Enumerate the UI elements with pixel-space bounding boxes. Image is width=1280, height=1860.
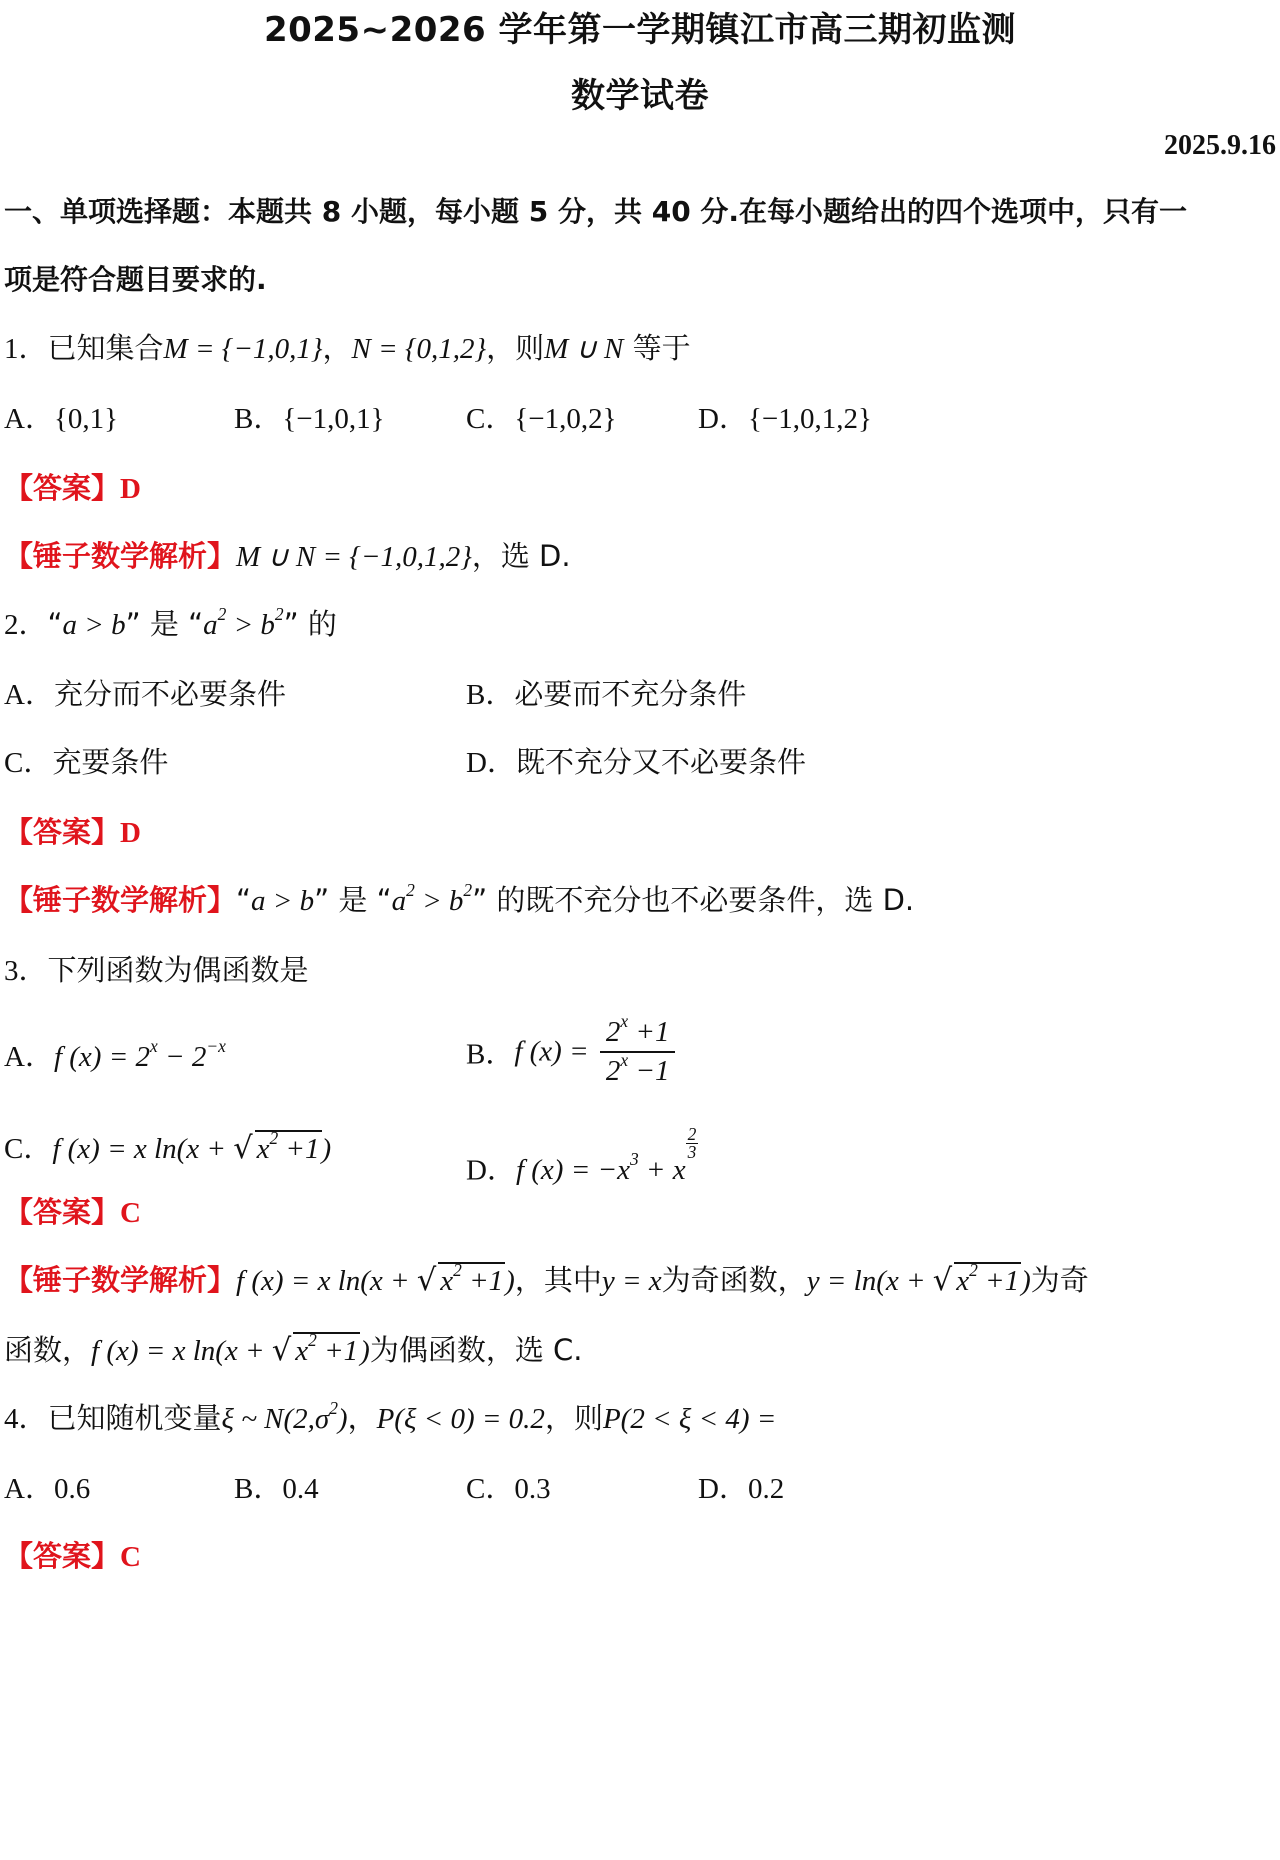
- option-text: {−1,0,2}: [514, 403, 617, 435]
- term: +1: [316, 1335, 359, 1367]
- option-a: [4, 672, 286, 713]
- minus-term: − 2: [157, 1041, 207, 1073]
- fx: f (x) =: [236, 1265, 318, 1297]
- analysis-text: ，选 D.: [471, 539, 571, 573]
- option-math: [53, 1036, 226, 1073]
- question-number: 2．: [4, 609, 48, 641]
- math-set-n: N = {0,1,2}: [351, 333, 487, 365]
- math-union: M ∪ N: [544, 333, 624, 365]
- option-label: B．: [234, 1473, 283, 1505]
- answer-tag: 【答案】: [4, 815, 121, 849]
- paren: ): [360, 1335, 370, 1367]
- analysis-3-line2: [4, 1328, 583, 1369]
- punct: ，: [322, 331, 352, 365]
- analysis-text: 为奇: [1030, 1263, 1089, 1297]
- paren: ): [337, 1403, 348, 1435]
- option-text: 充要条件: [52, 745, 169, 779]
- answer-tag: 【答案】: [4, 1539, 121, 1573]
- option-text: 充分而不必要条件: [53, 677, 286, 711]
- option-text: 0.6: [53, 1473, 91, 1505]
- option-label: D．: [698, 403, 748, 435]
- analysis-math: M ∪ N = {−1,0,1,2}: [236, 541, 472, 573]
- ln-expr: x ln(x +: [317, 1265, 417, 1297]
- var-x: x: [440, 1265, 454, 1297]
- fraction: [600, 1011, 676, 1088]
- option-a: [4, 1034, 226, 1075]
- option-text: {0,1}: [53, 403, 119, 435]
- sqrt-icon: √: [416, 1263, 437, 1298]
- option-label: C．: [4, 747, 53, 779]
- exponent: x: [620, 1011, 629, 1032]
- analysis-1: [4, 534, 571, 575]
- exponent: 2: [308, 1330, 317, 1351]
- option-math: [515, 1124, 698, 1187]
- term: −x: [597, 1154, 630, 1187]
- option-b: [466, 672, 746, 713]
- question-stem: 已知随机变量: [47, 1401, 222, 1435]
- sqrt-icon: √: [271, 1333, 292, 1368]
- option-label: A．: [4, 1473, 54, 1505]
- option-c: [4, 740, 168, 781]
- option-text: {−1,0,1,2}: [747, 403, 872, 435]
- denominator: [600, 1050, 676, 1088]
- paren: ): [505, 1265, 515, 1297]
- var-b: b: [448, 885, 464, 917]
- dist-expr: ξ ~ N(2,σ: [221, 1403, 330, 1435]
- analysis-text: ，其中: [514, 1263, 602, 1297]
- question-stem: 下列函数为偶函数是: [47, 953, 309, 987]
- option-text: 必要而不充分条件: [514, 677, 747, 711]
- math-set-m: M = {−1,0,1}: [163, 333, 323, 365]
- option-label: A．: [4, 403, 54, 435]
- numerator: [600, 1011, 676, 1053]
- analysis-text: 是: [329, 883, 377, 917]
- var-x: x: [956, 1265, 970, 1297]
- fx: f (x) =: [91, 1335, 173, 1367]
- analysis-text: 函数，: [4, 1333, 92, 1367]
- answer-value: D: [120, 473, 141, 505]
- term: +1: [977, 1265, 1020, 1297]
- option-label: B．: [466, 679, 515, 711]
- exponent: 2: [463, 880, 473, 901]
- paren: ): [1021, 1265, 1031, 1297]
- gt-sign: >: [414, 885, 449, 917]
- exponent: 2: [329, 1398, 338, 1419]
- ln-expr: x ln(x +: [172, 1335, 272, 1367]
- option-text: 既不充分又不必要条件: [515, 745, 806, 779]
- exam-subtitle: 数学试卷: [571, 76, 709, 116]
- sqrt-icon: √: [932, 1263, 953, 1298]
- analysis-3: [4, 1258, 1089, 1299]
- answer-tag: 【答案】: [4, 1195, 121, 1229]
- radicand: [954, 1262, 1021, 1299]
- base: 2: [605, 1016, 621, 1048]
- fx: f (x) =: [52, 1133, 134, 1165]
- ln-expr: x ln(x +: [133, 1133, 234, 1165]
- question-stem: ，则: [544, 1401, 603, 1435]
- option-c: [466, 1466, 551, 1507]
- ln-expr: ln(x +: [853, 1265, 933, 1297]
- numerator: 2: [687, 1124, 697, 1144]
- question-4: [4, 1396, 776, 1437]
- math-y-eq-x: y = x: [601, 1265, 662, 1297]
- option-a: [4, 396, 118, 437]
- quote-open: “: [188, 607, 204, 641]
- fx: f (x) =: [515, 1154, 598, 1187]
- math-dist: [221, 1398, 348, 1435]
- option-b: [466, 1011, 679, 1088]
- answer-value: C: [120, 1197, 141, 1229]
- var-a: a: [391, 885, 407, 917]
- math-condition: P(ξ < 0) = 0.2: [376, 1403, 545, 1435]
- math-expr: [806, 1260, 1031, 1298]
- analysis-body: [236, 1260, 1089, 1298]
- quote-close: ”: [283, 607, 299, 641]
- exponent: −x: [206, 1036, 226, 1057]
- denominator: 3: [687, 1142, 697, 1163]
- question-stem: 是: [140, 607, 189, 641]
- question-stem: 的: [298, 607, 337, 641]
- base: 2: [605, 1055, 621, 1087]
- analysis-2: [4, 878, 914, 919]
- punct: ，: [347, 1401, 377, 1435]
- math-a2-gt-b2: [203, 604, 284, 641]
- term: +1: [278, 1133, 320, 1165]
- option-label: D．: [698, 1473, 748, 1505]
- option-c: [4, 1126, 331, 1167]
- exam-title: 2025~2026 学年第一学期镇江市高三期初监测: [263, 10, 1017, 50]
- paren: ): [321, 1133, 332, 1165]
- exponent: x: [620, 1050, 629, 1071]
- exponent: x: [150, 1036, 158, 1057]
- question-stem: 已知集合: [47, 331, 164, 365]
- exponent: 2: [406, 880, 415, 901]
- fx: f (x) =: [514, 1035, 596, 1068]
- exponent: 2: [969, 1260, 978, 1281]
- option-c: [466, 396, 617, 437]
- exponent: 2: [274, 604, 284, 625]
- option-label: C．: [466, 403, 515, 435]
- term: +1: [628, 1016, 670, 1048]
- answer-1: [4, 466, 141, 507]
- math-a-gt-b: a > b: [62, 609, 126, 641]
- option-label: A．: [4, 679, 54, 711]
- answer-tag: 【答案】: [4, 471, 121, 505]
- analysis-text: 为奇函数，: [661, 1263, 807, 1297]
- fraction-exponent: [686, 1126, 699, 1162]
- section-heading-line2: 项是符合题目要求的.: [4, 263, 267, 296]
- term: +1: [461, 1265, 504, 1297]
- option-text: {−1,0,1}: [282, 403, 385, 435]
- question-number: 3．: [4, 955, 48, 987]
- var-b: b: [260, 609, 275, 641]
- base: 2: [135, 1041, 151, 1073]
- option-d: [466, 740, 806, 781]
- question-2: [4, 602, 337, 643]
- option-d: [698, 1466, 784, 1507]
- radicand: [293, 1332, 360, 1369]
- sqrt-icon: √: [233, 1131, 253, 1166]
- option-a: [4, 1466, 90, 1507]
- quote-open: “: [47, 607, 63, 641]
- y-eq: y =: [806, 1265, 854, 1297]
- option-label: D．: [466, 1154, 516, 1187]
- question-stem: 等于: [623, 331, 691, 365]
- option-label: C．: [466, 1473, 515, 1505]
- option-math: [514, 1036, 596, 1068]
- math-expr: [236, 1260, 515, 1298]
- quote-open: “: [236, 883, 252, 917]
- question-3: [4, 948, 309, 989]
- var-a: a: [203, 609, 218, 641]
- answer-3: [4, 1190, 141, 1231]
- math-expr: [91, 1330, 370, 1368]
- exponent: 3: [629, 1149, 639, 1170]
- option-label: C．: [4, 1133, 53, 1165]
- option-label: D．: [466, 747, 516, 779]
- exponent: 2: [269, 1128, 279, 1149]
- option-d: [466, 1126, 698, 1188]
- analysis-body: [236, 880, 915, 917]
- quote-close: ”: [314, 883, 330, 917]
- section-heading-line1: 一、单项选择题：本题共 8 小题，每小题 5 分，共 40 分.在每小题给出的四个选项中，只有一: [4, 195, 1188, 228]
- question-number: 4．: [4, 1403, 48, 1435]
- analysis-text: 为偶函数，选 C.: [369, 1333, 583, 1367]
- answer-4: [4, 1534, 141, 1575]
- option-text: 0.4: [282, 1473, 319, 1505]
- question-number: 1．: [4, 333, 48, 365]
- math-a2-gt-b2: [391, 880, 473, 917]
- answer-2: [4, 810, 141, 851]
- option-d: [698, 396, 872, 437]
- answer-value: D: [120, 817, 141, 849]
- radicand: [438, 1262, 505, 1299]
- option-label: B．: [466, 1038, 515, 1071]
- option-text: 0.3: [514, 1473, 551, 1505]
- analysis-text: 的既不充分也不必要条件，选 D.: [487, 883, 915, 917]
- option-label: A．: [4, 1041, 54, 1073]
- var-x: x: [256, 1133, 270, 1165]
- math-ask: P(2 < ξ < 4) =: [602, 1403, 777, 1435]
- math-a-gt-b: a > b: [251, 885, 315, 917]
- quote-close: ”: [472, 883, 488, 917]
- exponent: 2: [453, 1260, 462, 1281]
- fx: f (x) =: [53, 1041, 136, 1073]
- exponent: 2: [217, 604, 227, 625]
- radicand: [255, 1130, 322, 1167]
- gt-sign: >: [226, 609, 261, 641]
- question-stem: ，则: [486, 331, 545, 365]
- analysis-tag: 【锤子数学解析】: [4, 1263, 237, 1297]
- term: + x: [638, 1154, 686, 1187]
- analysis-tag: 【锤子数学解析】: [4, 883, 237, 917]
- quote-close: ”: [125, 607, 141, 641]
- option-label: B．: [234, 403, 283, 435]
- option-text: 0.2: [747, 1473, 785, 1505]
- option-math: [52, 1128, 332, 1166]
- option-b: [234, 1466, 319, 1507]
- exam-date: 2025.9.16: [1164, 130, 1276, 161]
- term: −1: [628, 1055, 670, 1087]
- option-b: [234, 396, 385, 437]
- question-1: [4, 326, 691, 367]
- answer-value: C: [120, 1541, 141, 1573]
- quote-open: “: [376, 883, 392, 917]
- analysis-tag: 【锤子数学解析】: [4, 539, 237, 573]
- var-x: x: [295, 1335, 309, 1367]
